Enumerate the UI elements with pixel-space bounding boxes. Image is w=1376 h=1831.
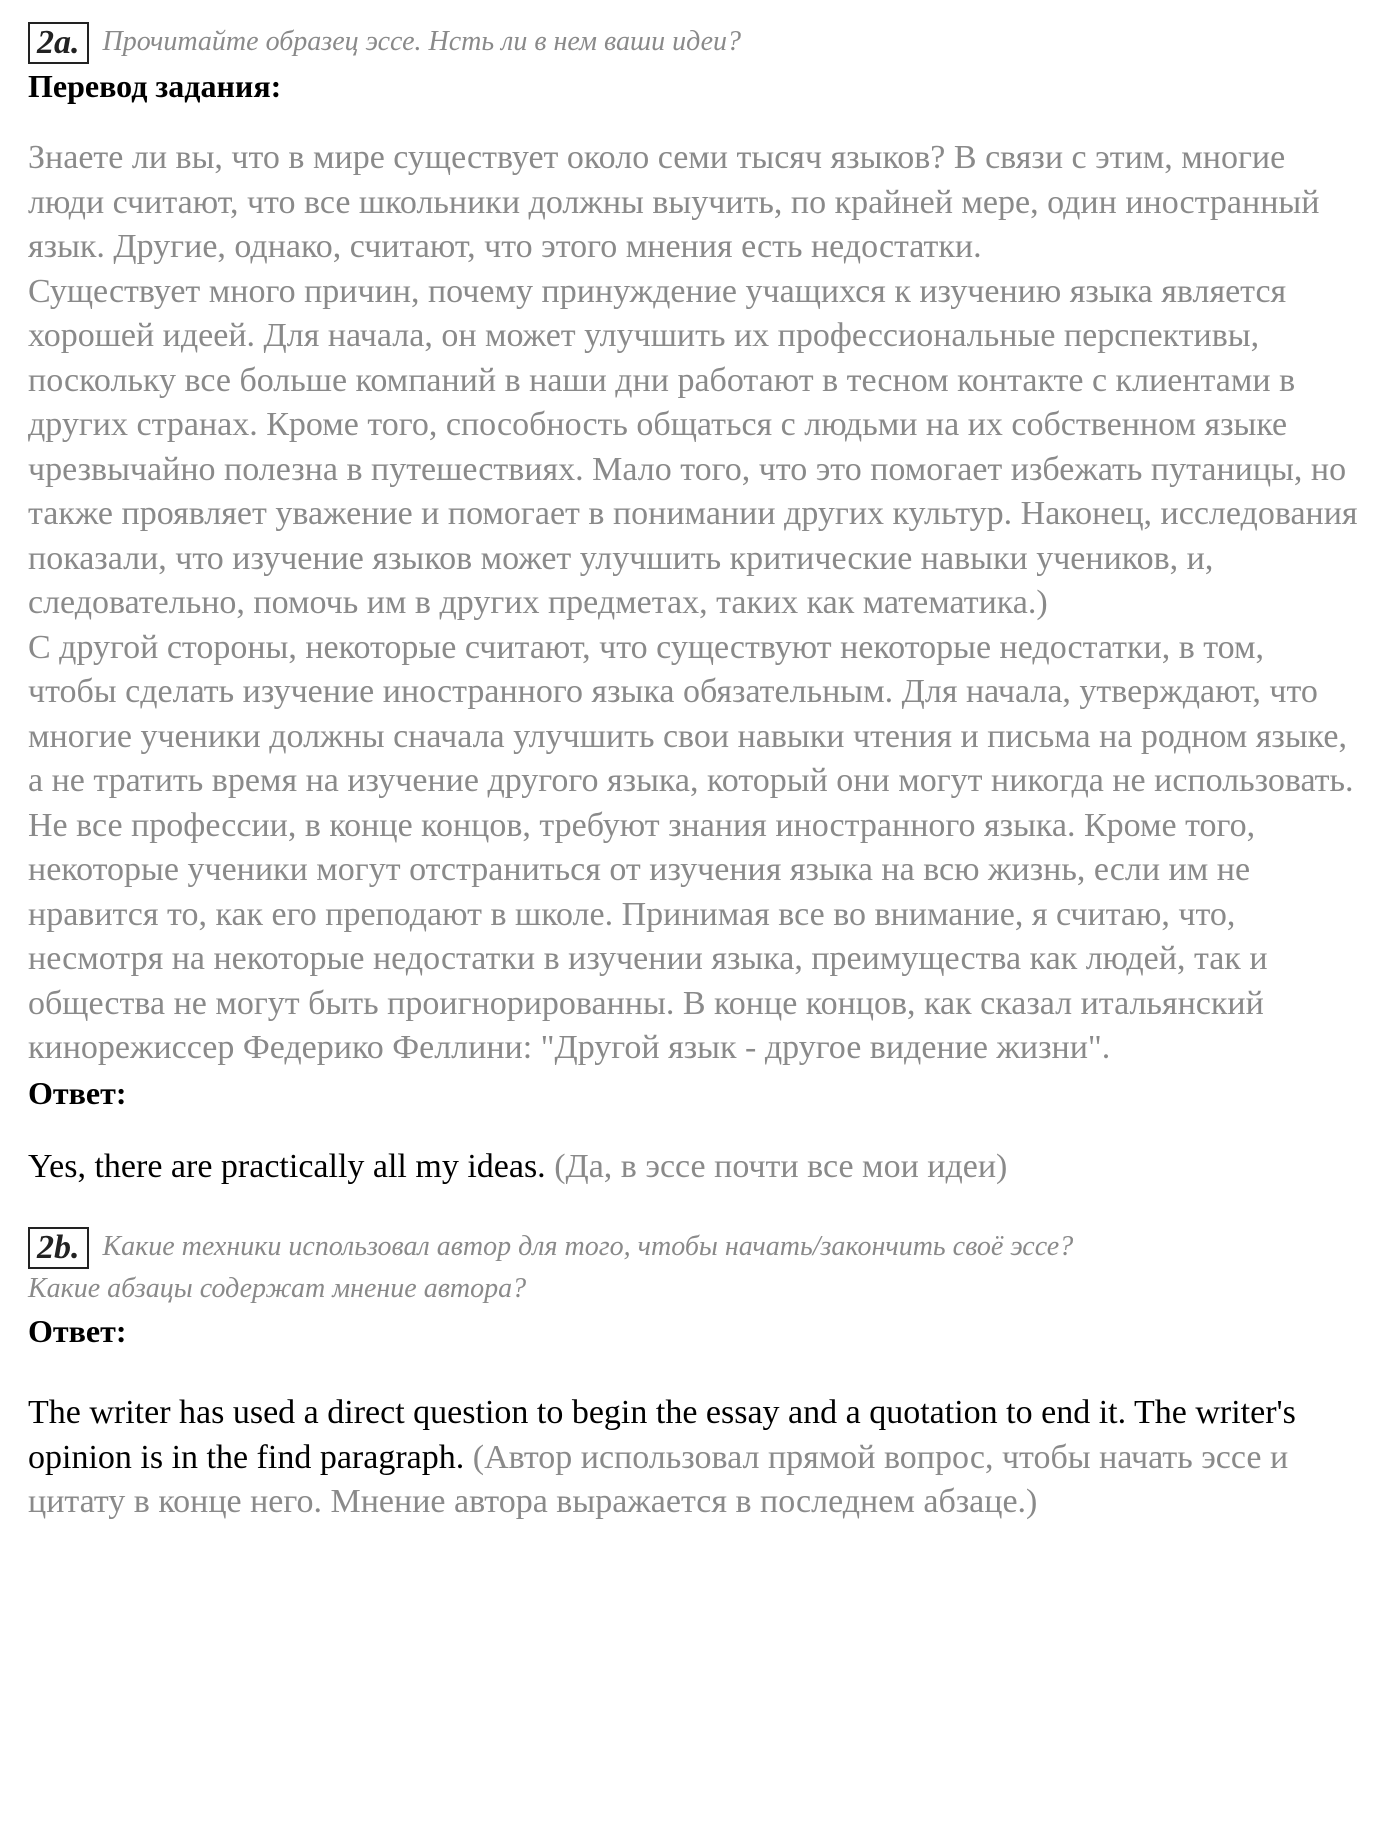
- task-2a-badge: 2a.: [28, 22, 89, 64]
- answer-2b-english: The writer has used a direct question to begin the essay and a quotation to end it. The writer's opinion is in the find paragraph.: [28, 1394, 1296, 1476]
- answer-2b-heading: Ответ:: [28, 1313, 127, 1349]
- answer-2a-english: Yes, there are practically all my ideas.: [28, 1147, 546, 1185]
- task-2a-header: [28, 20, 1358, 64]
- translation-heading: Перевод задания:: [28, 68, 282, 104]
- answer-2b-russian: (Автор использовал прямой вопрос, чтобы начать эссе и цитату в конце него. Мнение автора выражается в последнем абзаце.): [28, 1438, 1289, 1520]
- answer-2a-russian: (Да, в эссе почти все мои идеи): [554, 1147, 1008, 1185]
- task-2b-header: [28, 1225, 1358, 1269]
- task-2b-instruction-line1: Какие техники использовал автор для того, чтобы начать/закончить своё эссе?: [102, 1231, 1074, 1262]
- task-2b-instruction-line2: Какие абзацы содержат мнение автора?: [28, 1273, 527, 1304]
- essay-paragraph-cons: С другой стороны, некоторые считают, что существуют некоторые недостатки, в том, чтобы сделать изучение иностранного языка обязательным. Для начала, утверждают, что многие ученики должны сначала улучшить свои навыки чтения и письма на родном языке, а не тратить время на изучение другого языка, который они могут никогда не использовать. Не все профессии, в конце концов, требуют знания иностранного языка. Кроме того, некоторые ученики могут отстраниться от изучения языка на всю жизнь, если им не нравится то, как его преподают в школе. Принимая все во внимание, я считаю, что, несмотря на некоторые недостатки в изучении языка, преимущества как людей, так и общества не могут быть проигнорированны. В конце концов, как сказал итальянский кинорежиссер Федерико Феллини: "Другой язык - другое видение жизни".: [28, 628, 1354, 1066]
- essay-paragraph-pros: Существует много причин, почему принуждение учащихся к изучению языка является хорошей идеей. Для начала, он может улучшить их профессиональные перспективы, поскольку все больше компаний в наши дни работают в тесном контакте с клиентами в других странах. Кроме того, способность общаться с людьми на их собственном языке чрезвычайно полезна в путешествиях. Мало того, что это помогает избежать путаницы, но также проявляет уважение и помогает в понимании других культур. Наконец, исследования показали, что изучение языков может улучшить критические навыки учеников, и, следовательно, помочь им в других предметах, таких как математика.): [28, 272, 1358, 621]
- answer-2b: [28, 1391, 1358, 1525]
- essay-translation: [28, 136, 1358, 1071]
- answer-2a: [28, 1145, 1358, 1190]
- task-2a-instruction: Прочитайте образец эссе. Нсть ли в нем ваши идеи?: [102, 26, 742, 57]
- task-2b-badge: 2b.: [28, 1227, 89, 1269]
- answer-2a-heading: Ответ:: [28, 1074, 127, 1111]
- essay-paragraph-intro: Знаете ли вы, что в мире существует около семи тысяч языков? В связи с этим, многие люди считают, что все школьники должны выучить, по крайней мере, один иностранный язык. Другие, однако, считают, что этого мнения есть недостатки.: [28, 139, 1320, 265]
- task-2b-block: [28, 1225, 1358, 1525]
- worksheet-page: [28, 20, 1358, 1525]
